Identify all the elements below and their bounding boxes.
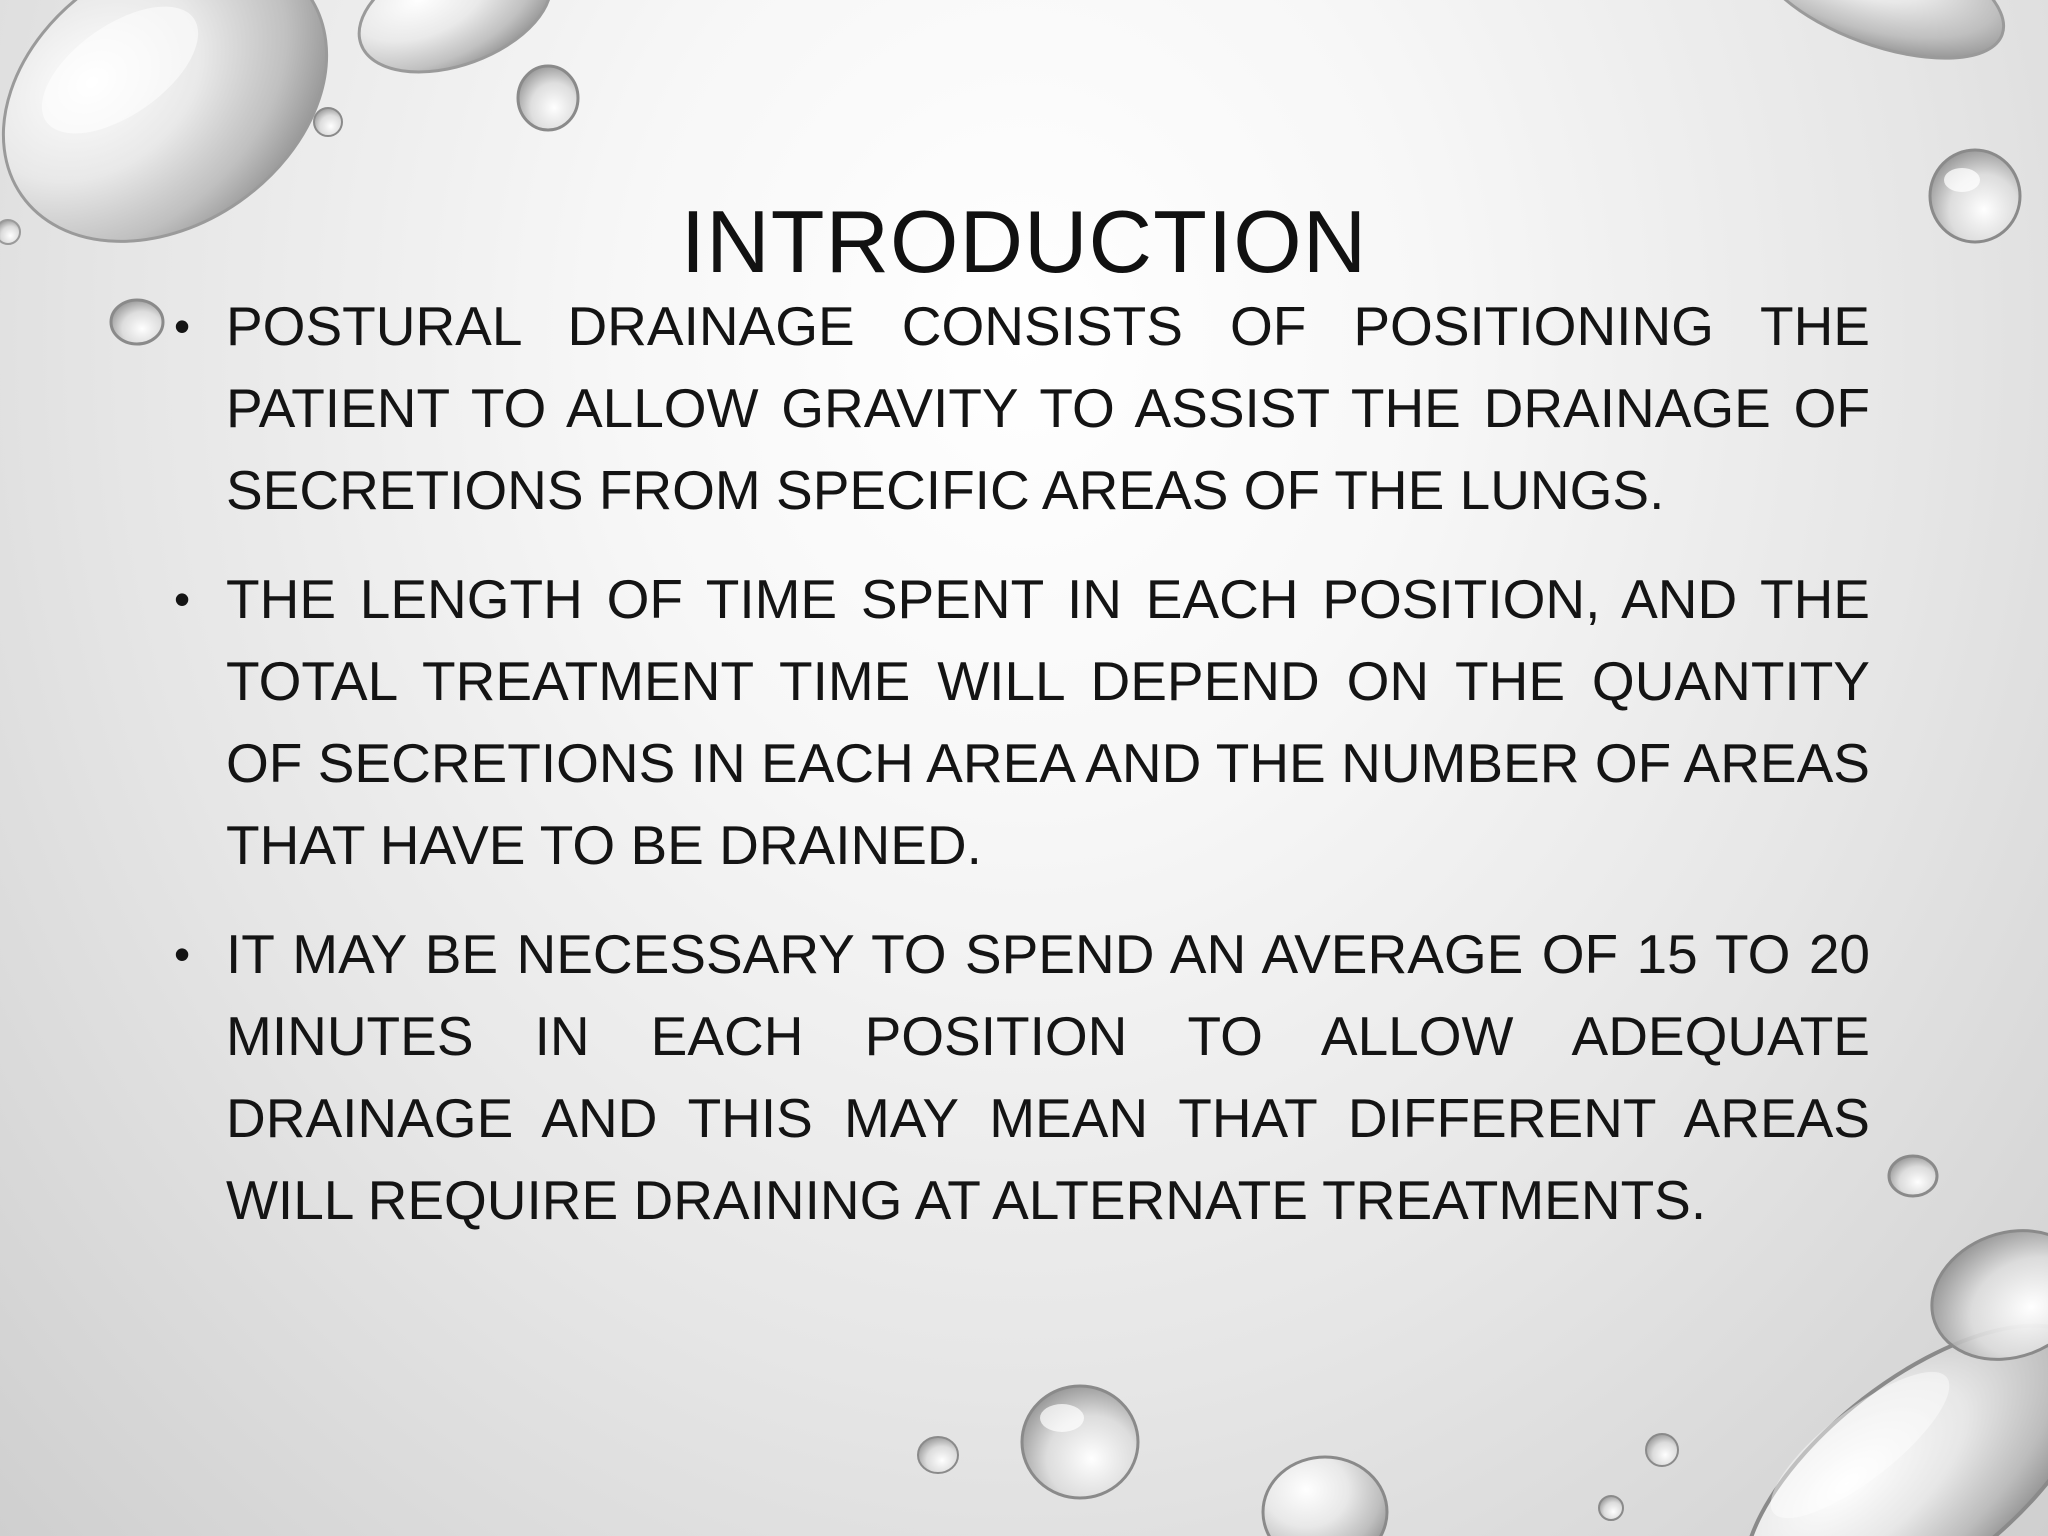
bullet-item — [170, 285, 1870, 531]
bullet-item — [170, 913, 1870, 1241]
bullet-marker: • — [174, 573, 191, 625]
droplet-bottom-center — [918, 1386, 1387, 1536]
bullet-text: THE LENGTH OF TIME SPENT IN EACH POSITION, AND THE TOTAL TREATMENT TIME WILL DEPEND ON THE QUANTITY OF SECRETIONS IN EACH AREA AND THE NUMBER OF AREAS THAT HAVE TO BE DRAINED. — [226, 568, 1870, 876]
droplet-right-mid — [1889, 1156, 1937, 1196]
bullet-list — [170, 285, 1870, 1268]
bullet-text: IT MAY BE NECESSARY TO SPEND AN AVERAGE OF 15 TO 20 MINUTES IN EACH POSITION TO ALLOW ADEQUATE DRAINAGE AND THIS MAY MEAN THAT DIFFERENT AREAS WILL REQUIRE DRAINING AT ALTERNATE TREATMENTS. — [226, 923, 1870, 1231]
bullet-item — [170, 558, 1870, 886]
slide-title: INTRODUCTION — [680, 191, 1368, 291]
bullet-text: POSTURAL DRAINAGE CONSISTS OF POSITIONING THE PATIENT TO ALLOW GRAVITY TO ASSIST THE DRAINAGE OF SECRETIONS FROM SPECIFIC AREAS OF THE LUNGS. — [226, 295, 1870, 521]
droplet-left-mid — [111, 300, 163, 344]
bullet-marker: • — [174, 300, 191, 352]
bullet-marker: • — [174, 928, 191, 980]
